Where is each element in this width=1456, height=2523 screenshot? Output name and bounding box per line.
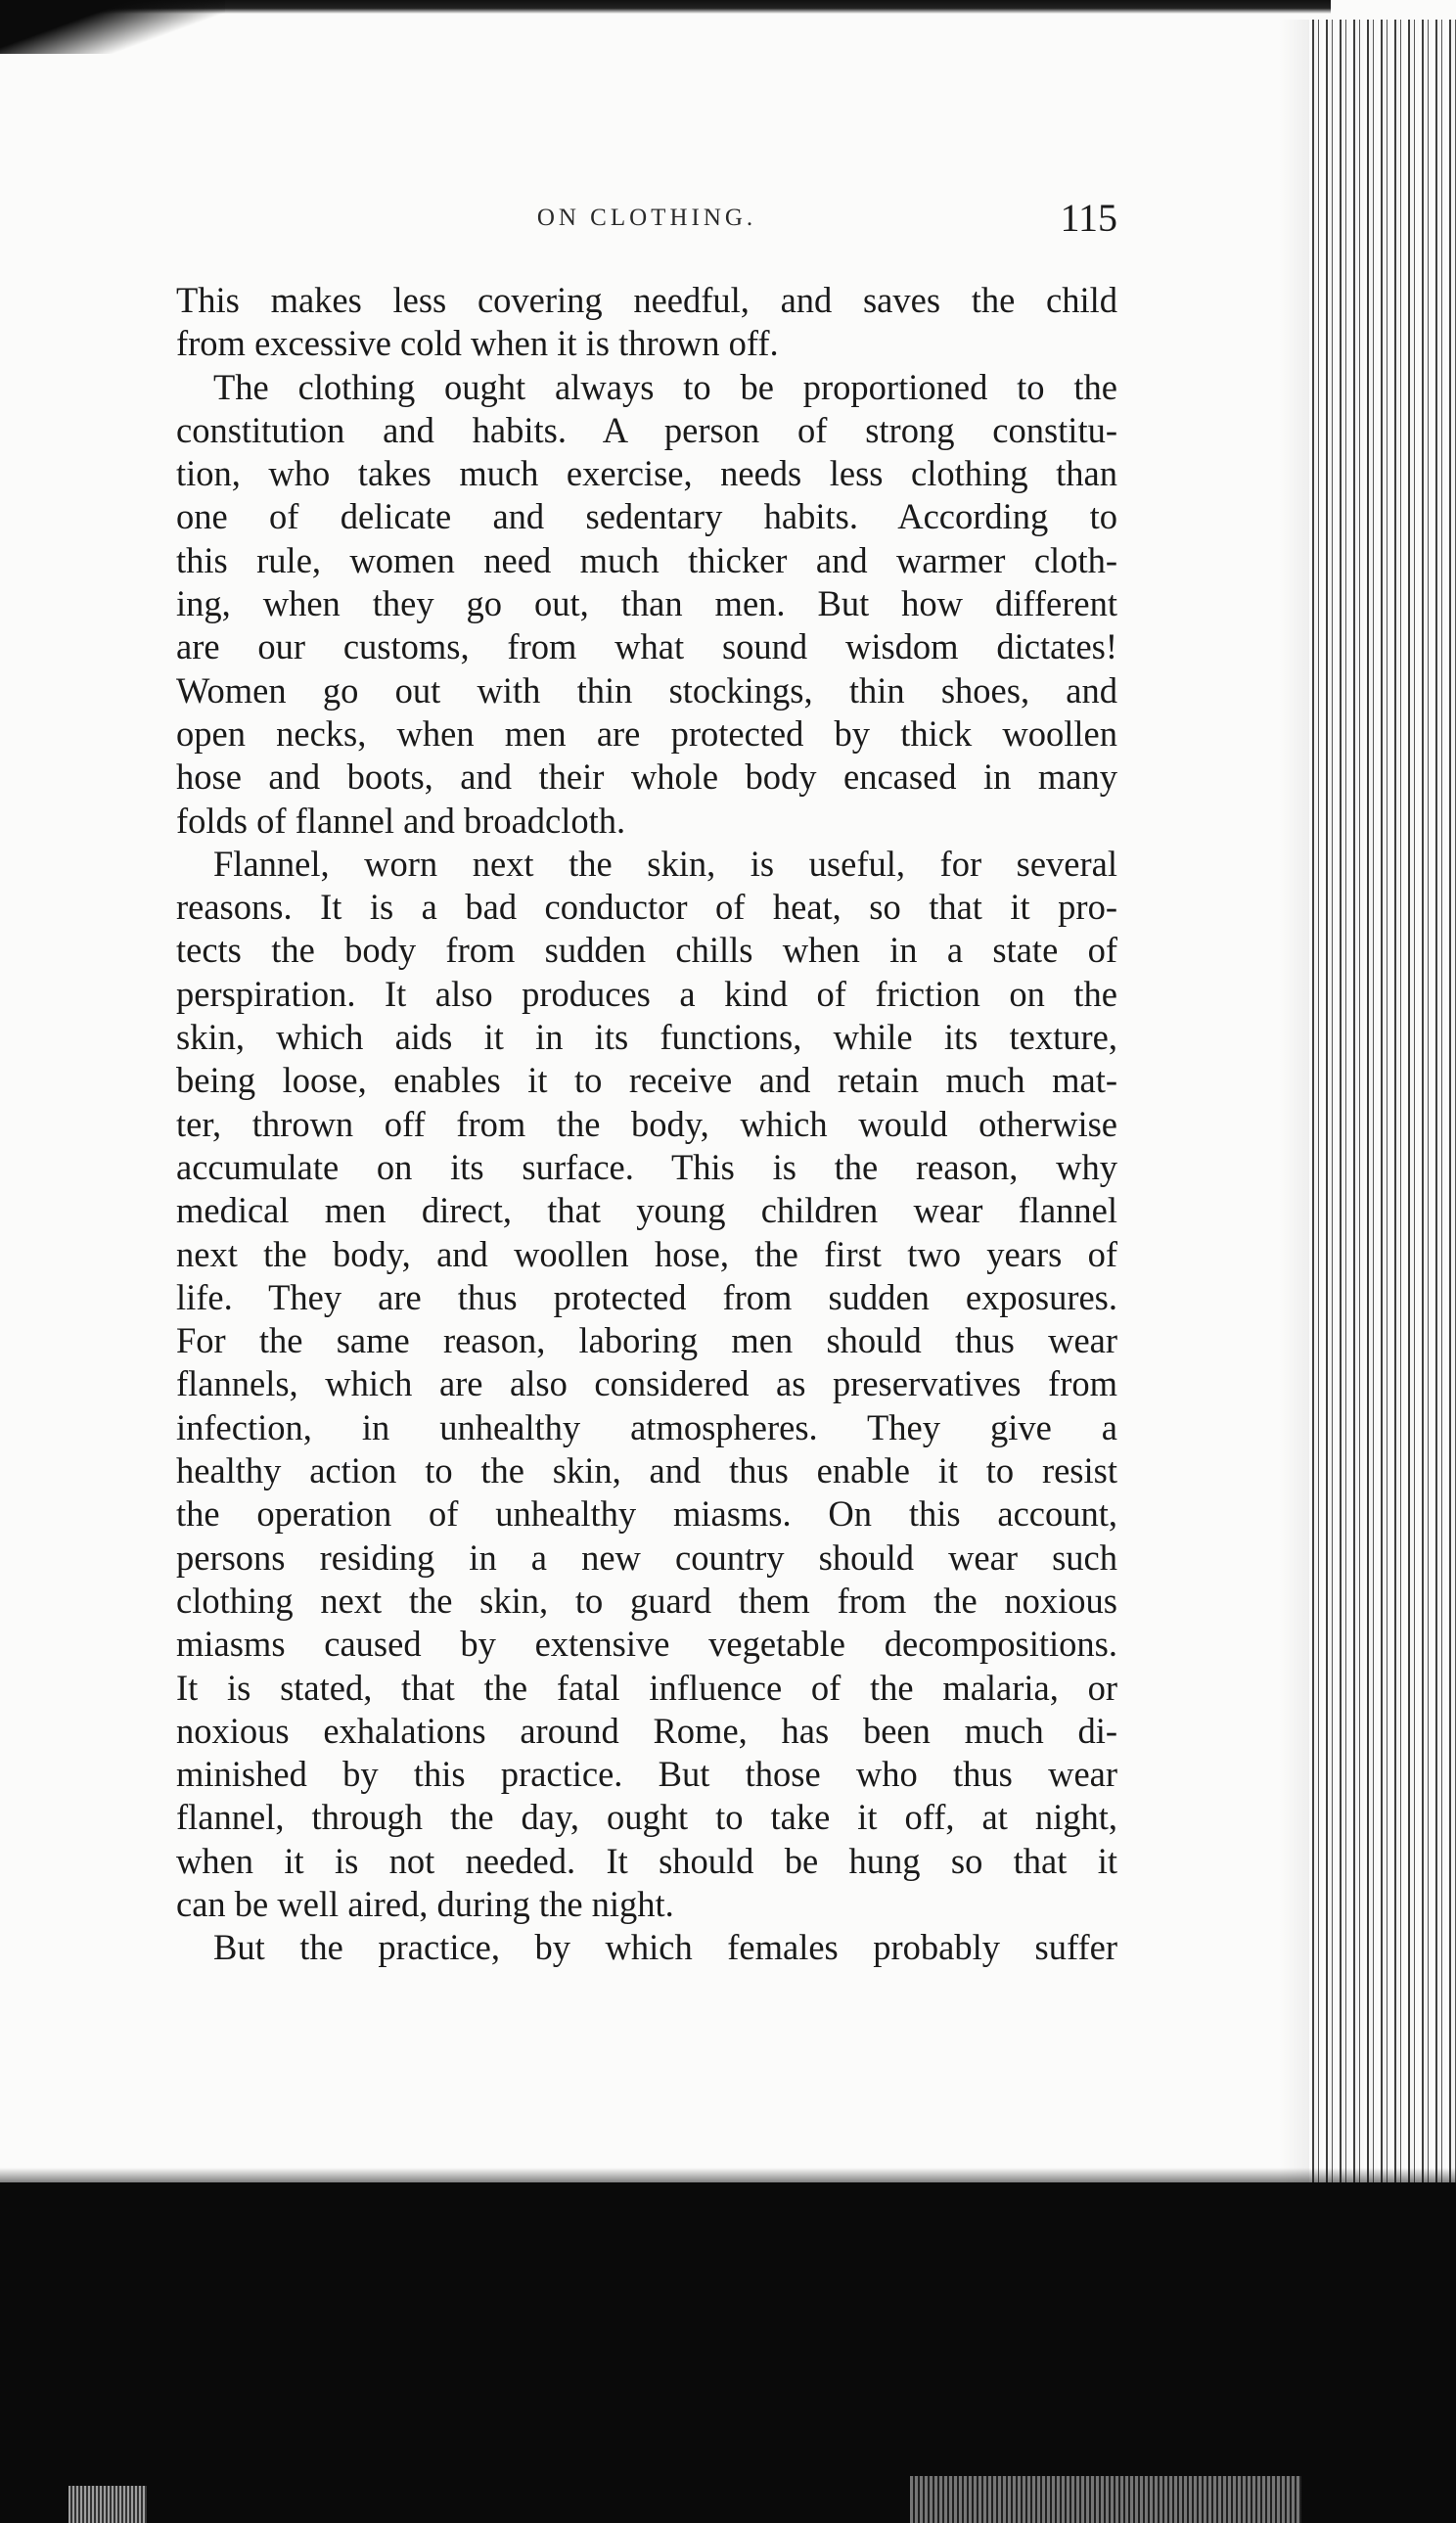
text-line: It is stated, that the fatal influence of the malaria, or (176, 1667, 1117, 1708)
page-number: 115 (1060, 196, 1117, 240)
text-line: tion, who takes much exercise, needs less clothing than (176, 453, 1117, 494)
text-line: can be well aired, during the night. (176, 1883, 674, 1924)
text-line: noxious exhalations around Rome, has been much di- (176, 1710, 1117, 1751)
text-line: ter, thrown off from the body, which would otherwise (176, 1103, 1117, 1144)
text-line: This makes less covering needful, and saves the child (176, 280, 1117, 320)
text-line: accumulate on its surface. This is the reason, why (176, 1146, 1117, 1187)
text-line: clothing next the skin, to guard them from the noxious (176, 1580, 1117, 1621)
text-line: minished by this practice. But those who thus wear (176, 1754, 1117, 1795)
scan-shadow-bottom (0, 2182, 1456, 2523)
text-line: being loose, enables it to receive and retain much mat- (176, 1060, 1117, 1101)
text-line: Women go out with thin stockings, thin shoes, and (176, 669, 1117, 711)
text-line: this rule, women need much thicker and warmer cloth- (176, 539, 1117, 580)
running-title: ON CLOTHING. (536, 205, 757, 231)
book-page-edges (1309, 20, 1456, 2202)
text-line: next the body, and woollen hose, the first two years of (176, 1233, 1117, 1274)
text-line: persons residing in a new country should wear such (176, 1537, 1117, 1578)
text-line: skin, which aids it in its functions, while its texture, (176, 1017, 1117, 1058)
text-line: miasms caused by extensive vegetable decompositions. (176, 1624, 1117, 1665)
scan-noise-right (910, 2476, 1301, 2523)
text-line: For the same reason, laboring men should thus wear (176, 1320, 1117, 1361)
text-line: Flannel, worn next the skin, is useful, for several (213, 843, 1117, 884)
scan-shadow-corner (0, 0, 225, 54)
text-line: constitution and habits. A person of strong constitu- (176, 409, 1117, 450)
text-line: life. They are thus protected from sudden exposures. (176, 1276, 1117, 1317)
text-line: open necks, when men are protected by thick woollen (176, 712, 1117, 754)
text-line: the operation of unhealthy miasms. On this account, (176, 1493, 1117, 1535)
text-line: folds of flannel and broadcloth. (176, 800, 626, 841)
text-line: medical men direct, that young children wear flannel (176, 1190, 1117, 1231)
text-line: flannels, which are also considered as preservatives from (176, 1363, 1117, 1404)
scan-noise-left (68, 2486, 147, 2523)
running-head (176, 196, 1117, 250)
text-line: reasons. It is a bad conductor of heat, so that it pro- (176, 887, 1117, 928)
text-line: healthy action to the skin, and thus enable it to resist (176, 1450, 1117, 1491)
text-line: The clothing ought always to be proportioned to the (213, 366, 1117, 407)
text-line: ing, when they go out, than men. But how different (176, 583, 1117, 624)
text-line: from excessive cold when it is thrown off. (176, 323, 779, 364)
text-line: one of delicate and sedentary habits. According to (176, 496, 1117, 537)
page-gutter-shadow (1280, 20, 1309, 2202)
text-line: infection, in unhealthy atmospheres. They give a (176, 1406, 1117, 1447)
text-line: tects the body from sudden chills when in a state of (176, 930, 1117, 971)
text-line: when it is not needed. It should be hung so that it (176, 1840, 1117, 1881)
text-line: perspiration. It also produces a kind of friction on the (176, 973, 1117, 1014)
text-line: But the practice, by which females probably suffer (213, 1927, 1117, 1968)
text-line: hose and boots, and their whole body encased in many (176, 757, 1117, 798)
text-line: are our customs, from what sound wisdom dictates! (176, 626, 1117, 667)
body-text (176, 279, 1117, 1970)
text-line: flannel, through the day, ought to take it off, at night, (176, 1797, 1117, 1838)
